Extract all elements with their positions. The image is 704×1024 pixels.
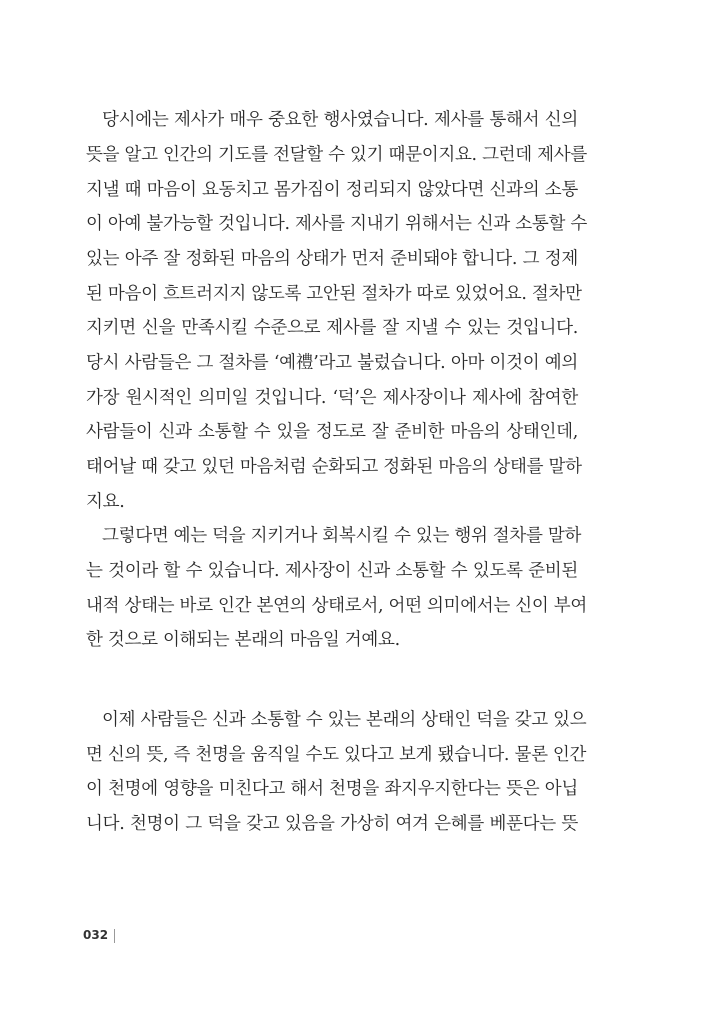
page-number: 032 [83, 928, 109, 942]
text-line: 가장 원시적인 의미일 것입니다. ‘덕’은 제사장이나 제사에 참여한 [86, 388, 578, 408]
text-line: 된 마음이 흐트러지지 않도록 고안된 절차가 따로 있었어요. 절차만 [86, 284, 582, 304]
text-line: 지낼 때 마음이 요동치고 몸가짐이 정리되지 않았다면 신과의 소통 [86, 180, 578, 200]
text-line: 지요. [86, 492, 125, 512]
text-line: 내적 상태는 바로 인간 본연의 상태로서, 어떤 의미에서는 신이 부여 [86, 596, 587, 616]
text-line: 니다. 천명이 그 덕을 갖고 있음을 가상히 여겨 은혜를 베푼다는 뜻 [86, 814, 578, 834]
text-line: 한 것으로 이해되는 본래의 마음일 거예요. [86, 630, 400, 650]
text-line: 지키면 신을 만족시킬 수준으로 제사를 잘 지낼 수 있는 것입니다. [86, 318, 578, 338]
text-line: 태어날 때 갖고 있던 마음처럼 순화되고 정화된 마음의 상태를 말하 [86, 457, 582, 477]
text-line: 당시에는 제사가 매우 중요한 행사였습니다. 제사를 통해서 신의 [102, 110, 578, 130]
text-line: 이제 사람들은 신과 소통할 수 있는 본래의 상태인 덕을 갖고 있으 [102, 710, 587, 730]
text-line: 당시 사람들은 그 절차를 ‘예禮’라고 불렀습니다. 아마 이것이 예의 [86, 353, 578, 373]
text-line: 그렇다면 예는 덕을 지키거나 회복시킬 수 있는 행위 절차를 말하 [102, 526, 582, 546]
text-line: 이 천명에 영향을 미친다고 해서 천명을 좌지우지한다는 뜻은 아닙 [86, 779, 578, 799]
text-line: 이 아예 불가능할 것입니다. 제사를 지내기 위해서는 신과 소통할 수 [86, 214, 587, 234]
text-line: 뜻을 알고 인간의 기도를 전달할 수 있기 때문이지요. 그런데 제사를 [86, 145, 587, 165]
text-line: 사람들이 신과 소통할 수 있을 정도로 잘 준비한 마음의 상태인데, [86, 422, 578, 442]
text-line: 있는 아주 잘 정화된 마음의 상태가 먼저 준비돼야 합니다. 그 정제 [86, 249, 578, 269]
page-number-divider [114, 929, 115, 943]
text-line: 는 것이라 할 수 있습니다. 제사장이 신과 소통할 수 있도록 준비된 [86, 561, 578, 581]
text-line: 면 신의 뜻, 즉 천명을 움직일 수도 있다고 보게 됐습니다. 물론 인간 [86, 745, 587, 765]
